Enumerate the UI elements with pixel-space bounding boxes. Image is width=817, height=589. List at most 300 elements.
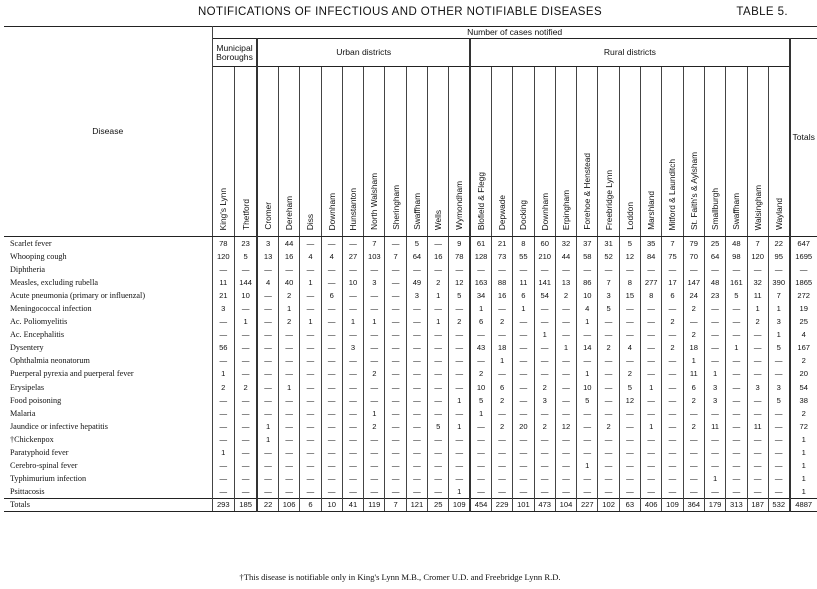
table-cell: 2 bbox=[470, 367, 491, 380]
table-cell: — bbox=[321, 381, 342, 394]
column-header bbox=[428, 67, 449, 237]
table-cell: — bbox=[619, 354, 640, 367]
table-cell: — bbox=[321, 341, 342, 354]
table-cell: 5 bbox=[235, 250, 258, 263]
table-cell: — bbox=[641, 354, 662, 367]
table-cell: 5 bbox=[619, 237, 640, 250]
table-cell: — bbox=[321, 459, 342, 472]
column-header-label: North Walsham bbox=[369, 173, 380, 230]
table-cell: — bbox=[577, 433, 598, 446]
table-cell: 73 bbox=[491, 250, 512, 263]
table-cell: — bbox=[768, 354, 789, 367]
table-cell: 20 bbox=[513, 420, 534, 433]
table-cell: 11 bbox=[747, 289, 768, 302]
table-cell: — bbox=[278, 394, 299, 407]
table-cell: 18 bbox=[683, 341, 704, 354]
table-cell: 1 bbox=[212, 446, 235, 459]
table-cell: — bbox=[641, 433, 662, 446]
table-cell: — bbox=[257, 367, 278, 380]
column-header bbox=[385, 67, 406, 237]
table-cell: 79 bbox=[683, 237, 704, 250]
table-cell: — bbox=[555, 302, 576, 315]
table-cell: — bbox=[212, 263, 235, 276]
table-cell: — bbox=[641, 472, 662, 485]
table-cell: — bbox=[342, 394, 363, 407]
table-cell: — bbox=[428, 433, 449, 446]
table-cell: — bbox=[385, 446, 406, 459]
table-cell: 102 bbox=[598, 498, 619, 511]
table-cell: — bbox=[212, 394, 235, 407]
table-cell: 1 bbox=[555, 341, 576, 354]
table-cell: 12 bbox=[619, 250, 640, 263]
table-cell: — bbox=[470, 459, 491, 472]
table-cell: 109 bbox=[662, 498, 683, 511]
table-cell: — bbox=[235, 472, 258, 485]
table-cell: — bbox=[641, 394, 662, 407]
table-cell: 1 bbox=[300, 315, 321, 328]
row-total: 4887 bbox=[790, 498, 817, 511]
row-total: 38 bbox=[790, 394, 817, 407]
table-cell: — bbox=[364, 472, 385, 485]
column-header bbox=[768, 67, 789, 237]
table-cell: — bbox=[726, 485, 747, 498]
column-header-label: Dereham bbox=[284, 195, 295, 230]
table-cell: — bbox=[683, 315, 704, 328]
table-cell: — bbox=[726, 459, 747, 472]
table-cell: — bbox=[342, 367, 363, 380]
table-cell: — bbox=[662, 263, 683, 276]
table-cell: — bbox=[212, 407, 235, 420]
table-cell: — bbox=[212, 328, 235, 341]
table-cell: — bbox=[428, 485, 449, 498]
table-cell: 3 bbox=[212, 302, 235, 315]
row-label: Food poisoning bbox=[4, 394, 212, 407]
table-cell: 5 bbox=[619, 381, 640, 394]
disease-header-label: Disease bbox=[92, 126, 124, 136]
table-row bbox=[4, 250, 817, 263]
table-cell: 1 bbox=[470, 302, 491, 315]
column-header bbox=[406, 67, 427, 237]
table-cell: 4 bbox=[300, 250, 321, 263]
table-cell: — bbox=[747, 354, 768, 367]
table-cell: — bbox=[235, 328, 258, 341]
table-cell: 43 bbox=[470, 341, 491, 354]
table-cell: 5 bbox=[428, 420, 449, 433]
table-cell: 3 bbox=[747, 381, 768, 394]
table-cell: 5 bbox=[577, 394, 598, 407]
column-header-label: Wymondham bbox=[454, 181, 465, 230]
table-cell: 6 bbox=[321, 289, 342, 302]
table-cell: — bbox=[555, 315, 576, 328]
row-total: 1 bbox=[790, 485, 817, 498]
table-cell: — bbox=[598, 446, 619, 459]
table-cell: — bbox=[619, 485, 640, 498]
table-row bbox=[4, 407, 817, 420]
table-cell: 8 bbox=[641, 289, 662, 302]
table-cell: 21 bbox=[212, 289, 235, 302]
table-cell: — bbox=[619, 420, 640, 433]
table-cell: 2 bbox=[278, 315, 299, 328]
table-cell: — bbox=[513, 485, 534, 498]
table-cell: — bbox=[406, 315, 427, 328]
row-total: — bbox=[790, 263, 817, 276]
table-cell: — bbox=[513, 328, 534, 341]
table-cell: — bbox=[641, 459, 662, 472]
table-cell: 27 bbox=[342, 250, 363, 263]
table-cell: — bbox=[555, 433, 576, 446]
table-cell: — bbox=[428, 407, 449, 420]
table-cell: — bbox=[406, 302, 427, 315]
column-header-label: Mitford & Launditch bbox=[667, 158, 678, 230]
table-cell: — bbox=[257, 289, 278, 302]
column-header-label: Marshland bbox=[646, 191, 657, 230]
table-cell: — bbox=[321, 328, 342, 341]
table-cell: 5 bbox=[449, 289, 470, 302]
table-cell: — bbox=[662, 367, 683, 380]
column-header bbox=[449, 67, 470, 237]
row-label: Ophthalmia neonatorum bbox=[4, 354, 212, 367]
table-cell: — bbox=[212, 433, 235, 446]
table-cell: — bbox=[619, 446, 640, 459]
table-cell: — bbox=[534, 459, 555, 472]
table-cell: — bbox=[278, 420, 299, 433]
table-cell: — bbox=[598, 263, 619, 276]
table-cell: — bbox=[747, 394, 768, 407]
table-cell: 37 bbox=[577, 237, 598, 250]
column-header-label: Docking bbox=[518, 200, 529, 230]
row-label: Puerperal pyrexia and puerperal fever bbox=[4, 367, 212, 380]
table-cell: — bbox=[406, 459, 427, 472]
table-cell: — bbox=[470, 420, 491, 433]
table-cell: 6 bbox=[470, 315, 491, 328]
table-cell: — bbox=[491, 485, 512, 498]
table-label: TABLE 5. bbox=[736, 6, 788, 18]
table-cell: — bbox=[534, 472, 555, 485]
row-label: Malaria bbox=[4, 407, 212, 420]
footnote: †This disease is notifiable only in King's Lynn M.B., Cromer U.D. and Freebridge Lynn R.D. bbox=[239, 572, 561, 582]
table-cell: 22 bbox=[257, 498, 278, 511]
table-cell: — bbox=[534, 302, 555, 315]
table-cell: 1 bbox=[641, 420, 662, 433]
table-cell: 12 bbox=[555, 420, 576, 433]
table-cell: — bbox=[428, 446, 449, 459]
table-cell: — bbox=[364, 263, 385, 276]
table-cell: 48 bbox=[704, 276, 725, 289]
page-header bbox=[0, 6, 800, 20]
row-label: Paratyphoid fever bbox=[4, 446, 212, 459]
table-cell: — bbox=[491, 407, 512, 420]
table-cell: 7 bbox=[768, 289, 789, 302]
table-cell: — bbox=[342, 263, 363, 276]
table-cell: — bbox=[577, 420, 598, 433]
table-cell: — bbox=[619, 302, 640, 315]
table-cell: — bbox=[278, 367, 299, 380]
column-header bbox=[321, 67, 342, 237]
table-cell: — bbox=[470, 485, 491, 498]
table-cell: — bbox=[406, 394, 427, 407]
table-cell: — bbox=[321, 407, 342, 420]
table-cell: — bbox=[555, 381, 576, 394]
table-row bbox=[4, 354, 817, 367]
table-cell: — bbox=[577, 472, 598, 485]
table-cell: — bbox=[278, 341, 299, 354]
table-cell: 98 bbox=[726, 250, 747, 263]
table-cell: 1 bbox=[683, 354, 704, 367]
table-cell: — bbox=[768, 472, 789, 485]
row-total: 1695 bbox=[790, 250, 817, 263]
table-cell: 2 bbox=[278, 289, 299, 302]
diseases-table bbox=[4, 26, 817, 512]
table-cell: — bbox=[662, 420, 683, 433]
table-cell: — bbox=[449, 446, 470, 459]
table-cell: — bbox=[598, 315, 619, 328]
table-cell: — bbox=[406, 433, 427, 446]
table-cell: 35 bbox=[641, 237, 662, 250]
table-cell: — bbox=[555, 459, 576, 472]
table-cell: — bbox=[662, 381, 683, 394]
table-cell: — bbox=[257, 472, 278, 485]
table-cell: — bbox=[449, 302, 470, 315]
table-cell: — bbox=[768, 407, 789, 420]
column-header bbox=[364, 67, 385, 237]
table-cell: 103 bbox=[364, 250, 385, 263]
table-cell: 13 bbox=[555, 276, 576, 289]
table-cell: — bbox=[662, 354, 683, 367]
table-cell: — bbox=[768, 446, 789, 459]
table-cell: — bbox=[662, 407, 683, 420]
table-cell: 84 bbox=[641, 250, 662, 263]
table-cell: — bbox=[300, 433, 321, 446]
table-cell: — bbox=[598, 328, 619, 341]
table-cell: — bbox=[449, 381, 470, 394]
table-cell: — bbox=[555, 354, 576, 367]
table-cell: — bbox=[449, 407, 470, 420]
table-cell: — bbox=[428, 341, 449, 354]
table-cell: — bbox=[704, 263, 725, 276]
table-cell: 24 bbox=[683, 289, 704, 302]
table-cell: — bbox=[449, 433, 470, 446]
table-cell: — bbox=[449, 459, 470, 472]
table-row bbox=[4, 446, 817, 459]
table-cell: 63 bbox=[619, 498, 640, 511]
table-cell: — bbox=[598, 354, 619, 367]
table-cell: — bbox=[491, 459, 512, 472]
table-cell: 141 bbox=[534, 276, 555, 289]
table-cell: 3 bbox=[364, 276, 385, 289]
table-cell: — bbox=[704, 315, 725, 328]
table-cell: — bbox=[534, 446, 555, 459]
table-cell: — bbox=[406, 485, 427, 498]
column-header bbox=[704, 67, 725, 237]
table-cell: — bbox=[342, 381, 363, 394]
table-cell: 2 bbox=[534, 420, 555, 433]
table-cell: — bbox=[577, 263, 598, 276]
table-cell: 2 bbox=[598, 420, 619, 433]
table-cell: — bbox=[619, 315, 640, 328]
group-rural-districts-label: Rural districts bbox=[603, 47, 656, 57]
row-label: Psittacosis bbox=[4, 485, 212, 498]
table-cell: — bbox=[364, 446, 385, 459]
column-header bbox=[534, 67, 555, 237]
table-cell: — bbox=[704, 328, 725, 341]
table-cell: 1 bbox=[449, 485, 470, 498]
table-cell: 2 bbox=[683, 420, 704, 433]
column-header bbox=[235, 67, 258, 237]
table-cell: — bbox=[385, 367, 406, 380]
table-cell: 1 bbox=[577, 315, 598, 328]
table-cell: — bbox=[300, 394, 321, 407]
row-total: 20 bbox=[790, 367, 817, 380]
table-cell: — bbox=[641, 485, 662, 498]
table-cell: — bbox=[513, 394, 534, 407]
table-cell: 2 bbox=[683, 302, 704, 315]
table-row bbox=[4, 289, 817, 302]
column-header-label: King's Lynn bbox=[218, 187, 229, 230]
table-cell: — bbox=[449, 354, 470, 367]
column-header-label: Thetford bbox=[240, 199, 251, 230]
table-cell: — bbox=[212, 354, 235, 367]
table-row bbox=[4, 394, 817, 407]
table-cell: 473 bbox=[534, 498, 555, 511]
table-cell: — bbox=[598, 485, 619, 498]
table-cell: 10 bbox=[577, 381, 598, 394]
table-cell: — bbox=[342, 289, 363, 302]
super-header: Number of cases notified bbox=[212, 27, 817, 39]
table-cell: — bbox=[534, 407, 555, 420]
table-cell: 6 bbox=[683, 381, 704, 394]
row-total: 1865 bbox=[790, 276, 817, 289]
table-cell: 120 bbox=[212, 250, 235, 263]
table-cell: — bbox=[300, 237, 321, 250]
table-cell: 18 bbox=[491, 341, 512, 354]
table-cell: — bbox=[726, 472, 747, 485]
table-cell: 2 bbox=[598, 341, 619, 354]
column-header-label: Walsingham bbox=[752, 184, 763, 230]
row-label: Typhimurium infection bbox=[4, 472, 212, 485]
table-cell: 12 bbox=[449, 276, 470, 289]
table-cell: — bbox=[235, 420, 258, 433]
table-cell: 6 bbox=[662, 289, 683, 302]
table-cell: 3 bbox=[342, 341, 363, 354]
table-cell: — bbox=[747, 407, 768, 420]
table-cell: — bbox=[406, 341, 427, 354]
table-cell: — bbox=[726, 407, 747, 420]
table-cell: — bbox=[641, 367, 662, 380]
table-cell: — bbox=[726, 394, 747, 407]
table-cell: — bbox=[257, 328, 278, 341]
column-header-label: Freebridge Lynn bbox=[603, 169, 614, 230]
table-cell: — bbox=[704, 354, 725, 367]
table-cell: — bbox=[513, 459, 534, 472]
table-cell: 5 bbox=[768, 341, 789, 354]
table-cell: 313 bbox=[726, 498, 747, 511]
table-cell: — bbox=[257, 381, 278, 394]
table-cell: 109 bbox=[449, 498, 470, 511]
table-cell: 13 bbox=[257, 250, 278, 263]
table-cell: 15 bbox=[619, 289, 640, 302]
table-cell: — bbox=[428, 302, 449, 315]
table-cell: 120 bbox=[747, 250, 768, 263]
table-cell: 9 bbox=[449, 237, 470, 250]
table-cell: 7 bbox=[747, 237, 768, 250]
table-cell: — bbox=[641, 407, 662, 420]
table-cell: 44 bbox=[278, 237, 299, 250]
table-cell: 2 bbox=[212, 381, 235, 394]
table-row bbox=[4, 328, 817, 341]
row-total: 1 bbox=[790, 433, 817, 446]
column-header bbox=[257, 67, 278, 237]
table-cell: — bbox=[342, 433, 363, 446]
table-cell: — bbox=[257, 485, 278, 498]
table-cell: — bbox=[662, 328, 683, 341]
table-cell: — bbox=[321, 394, 342, 407]
table-cell: — bbox=[534, 433, 555, 446]
table-cell: 48 bbox=[726, 237, 747, 250]
table-cell: 31 bbox=[598, 237, 619, 250]
table-cell: 2 bbox=[428, 276, 449, 289]
table-cell: — bbox=[428, 237, 449, 250]
row-total: 1 bbox=[790, 459, 817, 472]
table-cell: 49 bbox=[406, 276, 427, 289]
table-cell: — bbox=[342, 407, 363, 420]
table-cell: 8 bbox=[513, 237, 534, 250]
column-header bbox=[491, 67, 512, 237]
table-cell: — bbox=[513, 315, 534, 328]
table-cell: 5 bbox=[598, 302, 619, 315]
row-label: Ac. Poliomyelitis bbox=[4, 315, 212, 328]
column-header-label: Diss bbox=[305, 213, 316, 230]
table-cell: — bbox=[534, 263, 555, 276]
table-cell: 70 bbox=[683, 250, 704, 263]
table-cell: 7 bbox=[662, 237, 683, 250]
table-cell: 58 bbox=[577, 250, 598, 263]
table-cell: 11 bbox=[683, 367, 704, 380]
row-label: Cerebro-spinal fever bbox=[4, 459, 212, 472]
column-header-label: Depwade bbox=[497, 194, 508, 230]
table-cell: — bbox=[619, 407, 640, 420]
table-cell: — bbox=[598, 459, 619, 472]
table-cell: — bbox=[704, 446, 725, 459]
table-cell: — bbox=[598, 381, 619, 394]
table-cell: 1 bbox=[212, 367, 235, 380]
table-cell: — bbox=[385, 420, 406, 433]
column-header-label: Forehoe & Henstead bbox=[582, 153, 593, 230]
table-cell: — bbox=[491, 433, 512, 446]
table-cell: — bbox=[406, 381, 427, 394]
table-cell: 40 bbox=[278, 276, 299, 289]
row-label: Whooping cough bbox=[4, 250, 212, 263]
table-cell: — bbox=[212, 315, 235, 328]
table-cell: — bbox=[406, 328, 427, 341]
column-header-label: Cromer bbox=[263, 202, 274, 230]
table-cell: — bbox=[235, 485, 258, 498]
row-total: 2 bbox=[790, 407, 817, 420]
table-cell: — bbox=[683, 263, 704, 276]
table-cell: — bbox=[300, 302, 321, 315]
table-cell: — bbox=[449, 341, 470, 354]
table-cell: 2 bbox=[747, 315, 768, 328]
table-cell: — bbox=[257, 263, 278, 276]
table-cell: — bbox=[257, 354, 278, 367]
table-cell: — bbox=[662, 472, 683, 485]
table-cell: — bbox=[385, 394, 406, 407]
table-cell: — bbox=[768, 485, 789, 498]
group-urban-districts-label: Urban districts bbox=[336, 47, 392, 57]
table-cell: 106 bbox=[278, 498, 299, 511]
table-cell: — bbox=[555, 446, 576, 459]
table-cell: 1 bbox=[641, 381, 662, 394]
table-cell: — bbox=[235, 341, 258, 354]
